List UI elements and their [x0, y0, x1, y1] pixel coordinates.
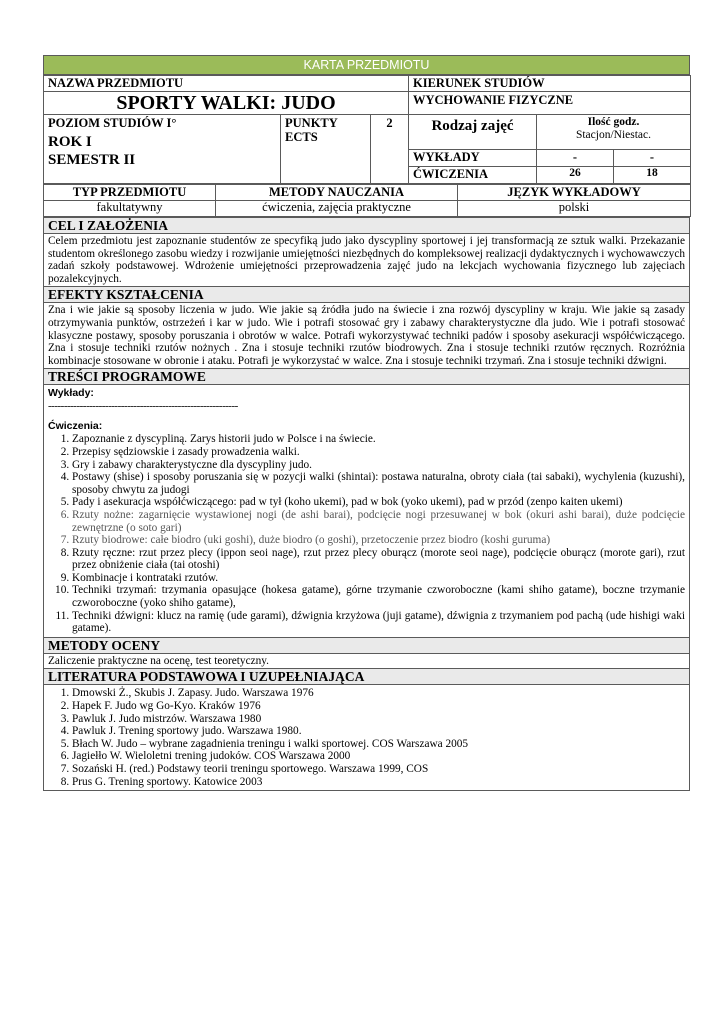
list-item: 5. Błach W. Judo – wybrane zagadnienia treningu i walki sportowej. COS Warszawa 2005 [72, 738, 685, 751]
program-exercises-list [48, 433, 685, 635]
list-item: 2. Przepisy sędziowskie i zasady prowadzenia walki. [72, 446, 685, 459]
ects-label: PUNKTY ECTS [281, 115, 371, 184]
card-header-table [43, 55, 690, 75]
type-value: fakultatywny [44, 201, 216, 217]
program-content [44, 385, 690, 638]
list-item: 6. Rzuty nożne: zagarnięcie wystawionej nogi (de ashi barai), podcięcie nogi przesuwanej w bok (okuri ashi barai), duże podcięcie zewnętrzne (o soto gari) [72, 509, 685, 534]
methods-label: METODY NAUCZANIA [216, 185, 458, 201]
outcomes-text: Zna i wie jakie są sposoby liczenia w judo. Wie jakie są źródła judo na świecie i zna rozwój dyscypliny w kraju. Wie jakie są zasady otrzymywania punktów, ostrzeżeń i kar w judo. Wie i potrafi stosować gry i zabawy charakterystyczne dla judo. Wie i potrafi stosować klasyczne postawy, sposoby poruszania i obrotów w walce. Potrafi wykorzystywać techniki padów i sposoby asekuracji współćwiczącego. Zna i stosuje techniki rzutów nożnych . Zna i stosuje techniki rzutów biodrowych. Zna i stosuje techniki rzutów ręcznych. Rozróżnia kombinacje stosowane w obronie i ataku. Potrafi je wykorzystać w walce. Zna i stosuje techniki trzymań. Zna i stosuje techniki dźwigni. [44, 303, 690, 369]
subject-name-value: SPORTY WALKI: JUDO [44, 92, 409, 115]
list-item: 11. Techniki dźwigni: klucz na ramię (ude garami), dźwignia krzyżowa (juji gatame), dźwignia z trzymaniem pod pachą (ude hishigi waki gatame). [72, 610, 685, 635]
program-lectures-dashes: ------------------------------------------------------------ [48, 400, 238, 413]
lectures-hours-niestac: - [614, 150, 691, 167]
card-title: KARTA PRZEDMIOTU [44, 56, 690, 75]
literature-heading: LITERATURA PODSTAWOWA I UZUPEŁNIAJĄCA [44, 669, 690, 685]
literature-content [44, 685, 690, 791]
hours-sub-label: Stacjon/Niestac. [575, 129, 652, 141]
subject-info-table [43, 75, 691, 184]
program-heading: TREŚCI PROGRAMOWE [44, 369, 690, 385]
list-item: 1. Dmowski Ż., Skubis J. Zapasy. Judo. Warszawa 1976 [72, 687, 685, 700]
methods-value: ćwiczenia, zajęcia praktyczne [216, 201, 458, 217]
outcomes-heading: EFEKTY KSZTAŁCENIA [44, 287, 690, 303]
direction-value: WYCHOWANIE FIZYCZNE [409, 92, 691, 115]
type-label: TYP PRZEDMIOTU [44, 185, 216, 201]
study-level-label: POZIOM STUDIÓW I° [48, 116, 177, 130]
lectures-label: WYKŁADY [409, 150, 537, 167]
goals-text: Celem przedmiotu jest zapoznanie studentów ze specyfiką judo jako dyscypliny sportowej i jej transformacją ze sztuk walki. Przekazanie studentom określonego zasobu wiedzy i rozwijanie umiejętności niezbędnych do kompleksowej realizacji dydaktycznych i wychowawczych zadań szkoły podstawowej. Wdrożenie umiejętności przeprowadzenia zajęć judo na lekcjach wychowania fizycznego lub zajęciach pozalekcyjnych. [44, 234, 690, 287]
exercises-hours-stac: 26 [537, 167, 614, 184]
list-item: 4. Pawluk J. Trening sportowy judo. Warszawa 1980. [72, 725, 685, 738]
list-item: 7. Sozański H. (red.) Podstawy teorii treningu sportowego. Warszawa 1999, COS [72, 763, 685, 776]
list-item: 10. Techniki trzymań: trzymania opasujące (hokesa gatame), górne trzymanie czworoboczne (kami shiho gatame), boczne trzymanie czworoboczne (yoko shiho gatame), [72, 584, 685, 609]
exercises-hours-niestac: 18 [614, 167, 691, 184]
ects-value: 2 [371, 115, 409, 184]
subject-name-label: NAZWA PRZEDMIOTU [44, 76, 409, 92]
language-value: polski [458, 201, 691, 217]
assessment-heading: METODY OCENY [44, 637, 690, 653]
semester-value: SEMESTR II [48, 152, 136, 168]
goals-heading: CEL I ZAŁOŻENIA [44, 218, 690, 234]
list-item: 3. Gry i zabawy charakterystyczne dla dyscypliny judo. [72, 459, 685, 472]
language-label: JĘZYK WYKŁADOWY [458, 185, 691, 201]
study-level-cell [44, 115, 281, 184]
hours-label: Ilość godz. [587, 116, 640, 128]
list-item: 2. Hapek F. Judo wg Go-Kyo. Kraków 1976 [72, 700, 685, 713]
list-item: 8. Rzuty ręczne: rzut przez plecy (ippon seoi nage), rzut przez plecy oburącz (morote seoi nage), podcięcie oburącz (morote gari), rzut przez obniżenie ciała (tai otoshi) [72, 547, 685, 572]
program-lectures-heading: Wykłady: [48, 387, 94, 400]
list-item: 4. Postawy (shise) i sposoby poruszania się w pozycji walki (shintai): postawa naturalna, obroty ciała (tai sabaki), wychylenia (kuzushi), sposoby chwytu za judogi [72, 471, 685, 496]
list-item: 6. Jagiełło W. Wieloletni trening judoków. COS Warszawa 2000 [72, 750, 685, 763]
direction-label: KIERUNEK STUDIÓW [409, 76, 691, 92]
list-item: 9. Kombinacje i kontrataki rzutów. [72, 572, 685, 585]
list-item: 5. Pady i asekuracja współćwiczącego: pad w tył (koho ukemi), pad w bok (yoko ukemi), pad w przód (zenpo kaiten ukemi) [72, 496, 685, 509]
subject-card [43, 55, 690, 791]
assessment-text: Zaliczenie praktyczne na ocenę, test teoretyczny. [44, 653, 690, 669]
course-content-table [43, 217, 690, 791]
list-item: 7. Rzuty biodrowe: całe biodro (uki goshi), duże biodro (o goshi), przetoczenie przez biodro (koshi guruma) [72, 534, 685, 547]
list-item: 1. Zapoznanie z dyscypliną. Zarys historii judo w Polsce i na świecie. [72, 433, 685, 446]
classes-type-label: Rodzaj zajęć [409, 115, 537, 150]
list-item: 8. Prus G. Trening sportowy. Katowice 2003 [72, 776, 685, 789]
exercises-label: ĆWICZENIA [409, 167, 537, 184]
list-item: 3. Pawluk J. Judo mistrzów. Warszawa 1980 [72, 713, 685, 726]
year-value: ROK I [48, 134, 92, 150]
hours-cell [537, 115, 691, 150]
course-meta-table [43, 184, 691, 217]
program-exercises-heading: Ćwiczenia: [48, 420, 103, 433]
literature-list [48, 687, 685, 788]
lectures-hours-stac: - [537, 150, 614, 167]
